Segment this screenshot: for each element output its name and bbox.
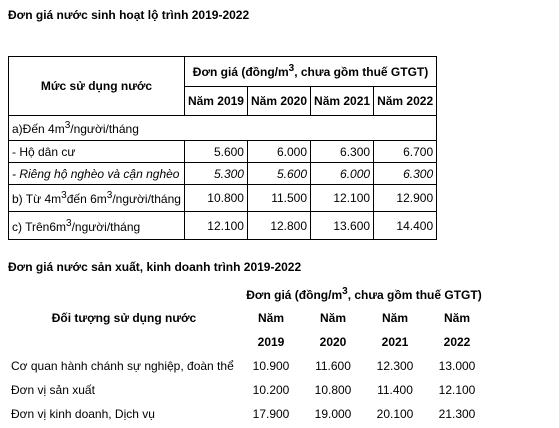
cell-value: 12.100 xyxy=(311,185,374,212)
header-year: Năm 2021 xyxy=(311,86,374,116)
header-year-word: Năm xyxy=(257,311,284,325)
cell-value: 12.900 xyxy=(374,185,437,212)
cell-value: 11.400 xyxy=(377,383,413,397)
section2-title: Đơn giá nước sản xuất, kinh doanh trình 2019-2022 xyxy=(8,260,302,274)
header-unit-price: Đơn giá ($đồng/m^3$, chưa gồm thuế GTGT) xyxy=(184,57,436,87)
table-header-row xyxy=(9,57,437,87)
section1-title: Đơn giá nước sinh hoạt lộ trình 2019-2022 xyxy=(8,8,250,22)
table-row-group-a xyxy=(9,116,437,141)
header-year: Năm 2020 xyxy=(247,86,310,116)
cell-value: 10.200 xyxy=(252,383,290,397)
cell-value: 6.700 xyxy=(374,141,437,163)
cell-value: 20.100 xyxy=(376,407,414,421)
table-row xyxy=(8,402,488,426)
table-header-row xyxy=(8,330,488,354)
header-blank xyxy=(8,330,240,354)
header-user-type: Đối tượng sử dụng nước xyxy=(51,311,197,325)
row-label: - Hộ dân cư xyxy=(9,141,185,163)
cell-value: 6.000 xyxy=(247,141,310,163)
table-row xyxy=(8,354,488,378)
cell-value: 10.800 xyxy=(184,185,247,212)
header-year: 2022 xyxy=(443,335,471,349)
header-year-word: Năm xyxy=(381,311,408,325)
cell-value: 17.900 xyxy=(252,407,290,421)
cell-value: 11.600 xyxy=(315,359,351,373)
header-year: 2021 xyxy=(381,335,409,349)
header-year: Năm 2022 xyxy=(374,86,437,116)
header-usage-level: Mức sử dụng nước xyxy=(9,57,185,116)
table-row xyxy=(9,163,437,185)
cell-value: 6.300 xyxy=(311,141,374,163)
table-row xyxy=(9,141,437,163)
header-year: 2019 xyxy=(257,335,285,349)
table-header-row xyxy=(8,282,488,306)
cell-value: 11.500 xyxy=(247,185,310,212)
cell-value: 5.300 xyxy=(184,163,247,185)
cell-value: 12.800 xyxy=(247,212,310,240)
table-header-row xyxy=(8,306,488,330)
row-label: c) $Trên6m^3/người$/tháng xyxy=(9,212,185,240)
header-year: Năm 2019 xyxy=(184,86,247,116)
cell-value: 5.600 xyxy=(247,163,310,185)
cell-value: 21.300 xyxy=(438,407,476,421)
cell-value: 6.000 xyxy=(311,163,374,185)
header-year: 2020 xyxy=(319,335,347,349)
header-unit-price: Đơn giá ($đồng/m^3$, chưa gồm thuế GTGT) xyxy=(246,286,482,302)
cell-value: 5.600 xyxy=(184,141,247,163)
cell-value: 10.900 xyxy=(252,359,290,373)
cell-value: 13.000 xyxy=(438,359,476,373)
row-label: - Riêng hộ nghèo và cận nghèo xyxy=(9,163,185,185)
business-water-price-table xyxy=(8,282,488,426)
row-label: Cơ quan hành chánh sự nghiệp, đoàn thể xyxy=(11,359,234,373)
row-label: Đơn vị kinh doanh, Dịch vụ xyxy=(11,407,155,421)
table-row xyxy=(9,185,437,212)
cell-value: 12.100 xyxy=(438,383,476,397)
cell-value: 12.100 xyxy=(184,212,247,240)
table-row xyxy=(8,378,488,402)
cell-value: 19.000 xyxy=(314,407,352,421)
cell-value: 6.300 xyxy=(374,163,437,185)
header-year-word: Năm xyxy=(443,311,470,325)
cell-value: 13.600 xyxy=(311,212,374,240)
cell-value: 10.800 xyxy=(314,383,352,397)
row-label: b) Từ $4m^3đến$ $6m^3/người$/tháng xyxy=(9,185,185,212)
header-blank xyxy=(8,282,240,306)
cell-value: 14.400 xyxy=(374,212,437,240)
row-label: Đơn vị sản xuất xyxy=(11,383,95,397)
table-row xyxy=(9,212,437,240)
group-a-label: a)Đến $4m^3/người$/tháng xyxy=(9,116,437,141)
household-water-price-table xyxy=(8,56,437,240)
cell-value: 12.300 xyxy=(376,359,414,373)
header-year-word: Năm xyxy=(319,311,346,325)
